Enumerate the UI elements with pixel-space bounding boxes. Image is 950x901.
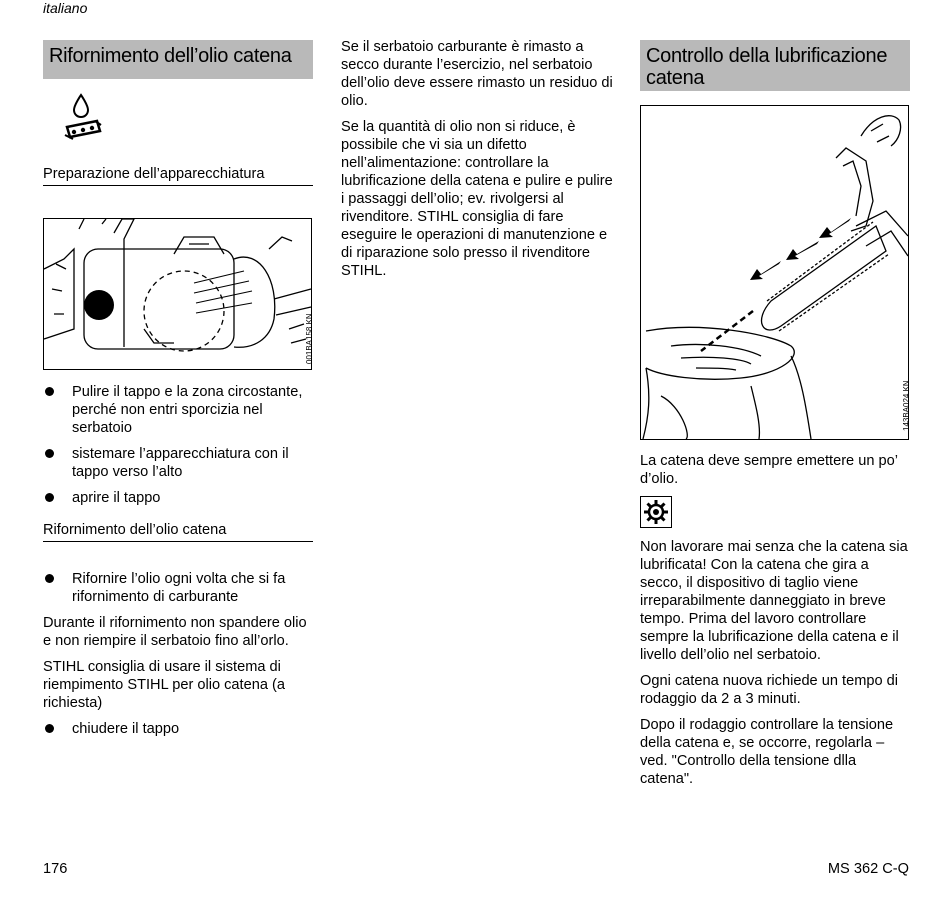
bullet-item — [43, 383, 313, 437]
paragraph: STIHL consiglia di usare il sistema di riempimento STIHL per olio catena (a richiesta) — [43, 659, 285, 711]
bullet-text: aprire il tappo — [72, 490, 161, 506]
section-title-lubrication-check: Controllo della lubrificazione catena — [640, 40, 910, 91]
bullet-item — [43, 570, 313, 606]
figure-code-right: 143BA024 KN — [902, 380, 911, 431]
paragraph: Ogni catena nuova richiede un tempo di rodaggio da 2 a 3 minuti. — [640, 673, 898, 707]
left-column — [43, 40, 313, 746]
language-label: italiano — [43, 0, 88, 16]
bullet-dot — [45, 574, 54, 583]
bullet-item — [43, 720, 313, 738]
bullet-item — [43, 489, 313, 507]
subheading-preparation: Preparazione dell’apparecchiatura — [43, 165, 313, 186]
gear-warning-icon — [640, 496, 672, 528]
bullet-dot — [45, 724, 54, 733]
figure-chainsaw-oil-cap — [43, 218, 312, 370]
bullet-text: chiudere il tappo — [72, 721, 180, 737]
figure-chain-lubrication — [640, 105, 909, 440]
paragraph: Dopo il rodaggio controllare la tensione della catena e, se occorre, regolarla – ved. "Controllo della tensione dlla catena". — [640, 717, 894, 787]
paragraph: Durante il rifornimento non spandere olio e non riempire il serbatoio fino all’orlo. — [43, 615, 307, 649]
right-column — [640, 40, 910, 796]
middle-column — [341, 38, 616, 288]
oil-drop-chain-icon — [63, 91, 313, 147]
bullet-text: Pulire il tappo e la zona circostante, perché non entri sporcizia nel serbatoio — [72, 384, 303, 436]
paragraph: Se il serbatoio carburante è rimasto a secco durante l’esercizio, nel serbatoio dell’olio deve essere rimasto un residuo di olio. — [341, 39, 613, 109]
bullet-item — [43, 445, 313, 481]
subheading-oil-refill: Rifornimento dell’olio catena — [43, 521, 313, 542]
bullet-text: Rifornire l’olio ogni volta che si fa rifornimento di carburante — [72, 571, 286, 605]
bullet-text: sistemare l’apparecchiatura con il tappo verso l’alto — [72, 446, 289, 480]
caption: La catena deve sempre emettere un po’ d’olio. — [640, 453, 898, 487]
paragraph: Se la quantità di olio non si riduce, è possibile che vi sia un difetto nell’alimentazione: controllare la lubrificazione della catena e pulire e pulire i passaggi dell’olio; ev. rivolgersi al rivenditore. STIHL consiglia di fare eseguire le operazioni di manutenzione e di riparazione solo presso il rivenditore STIHL. — [341, 119, 613, 279]
page-number: 176 — [43, 861, 68, 877]
bullet-dot — [45, 449, 54, 458]
model-label: MS 362 C-Q — [827, 861, 909, 877]
section-title-oil-refill: Rifornimento dell’olio catena — [43, 40, 313, 79]
paragraph: Non lavorare mai senza che la catena sia lubrificata! Con la catena che gira a secco, il dispositivo di taglio viene irreparabilmente danneggiato in breve tempo. Prima del lavoro controllare sempre la lubrificazione della catena e il livello dell’olio nel serbatoio. — [640, 539, 908, 663]
bullet-dot — [45, 387, 54, 396]
figure-code-left: 001BA158 KN — [305, 313, 314, 364]
bullet-dot — [45, 493, 54, 502]
